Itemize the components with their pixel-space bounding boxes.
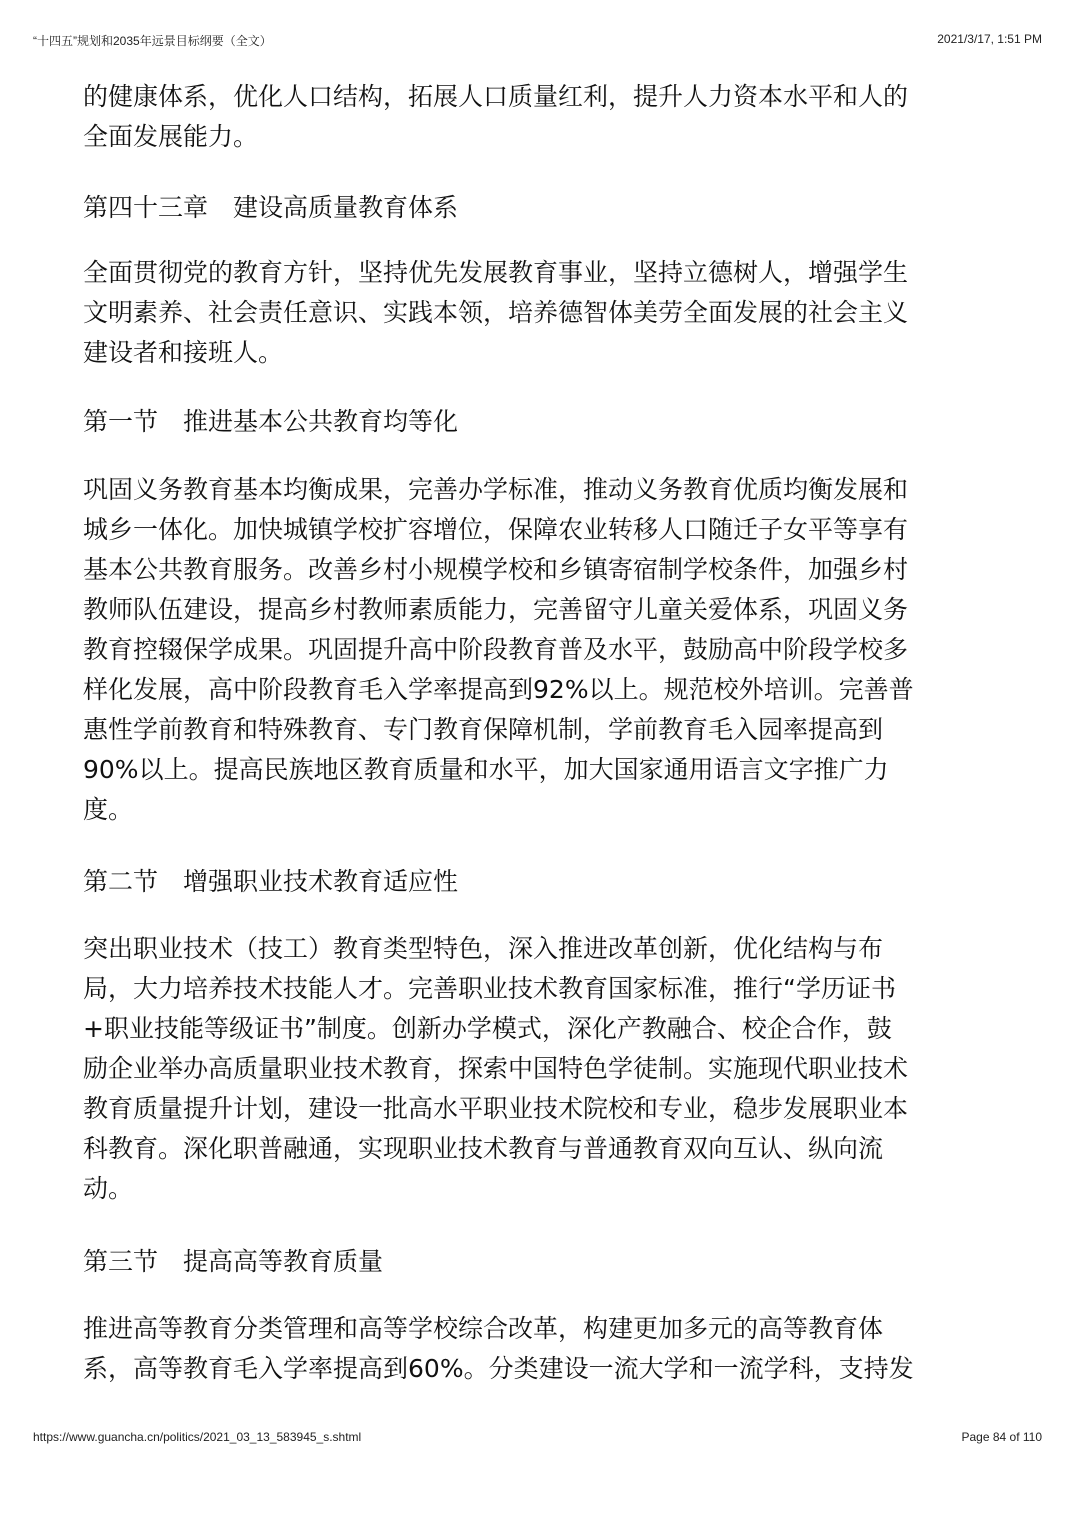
text-line: 第三节 提高高等教育质量 [83,1247,384,1276]
text-line: 的健康体系，优化人口结构，拓展人口质量红利，提升人力资本水平和人的 [83,82,909,111]
text-line: 全面贯彻党的教育方针，坚持优先发展教育事业，坚持立德树人，增强学生 [83,258,909,287]
text-line: 惠性学前教育和特殊教育、专门教育保障机制，学前教育毛入园率提高到 [83,715,884,744]
text-line: 推进高等教育分类管理和高等学校综合改革，构建更加多元的高等教育体 [83,1314,884,1343]
text-line: 度。 [83,795,134,824]
text-line: 局，大力培养技术技能人才。完善职业技术教育国家标准，推行“学历证书 [83,974,896,1003]
paragraph [83,77,1003,157]
text-line: 第一节 推进基本公共教育均等化 [83,407,459,436]
text-line: 基本公共教育服务。改善乡村小规模学校和乡镇寄宿制学校条件，加强乡村 [83,555,909,584]
print-header-datetime: 2021/3/17, 1:51 PM [937,32,1042,46]
text-line: +职业技能等级证书”制度。创新办学模式，深化产教融合、校企合作，鼓 [83,1014,892,1043]
text-line: 90%以上。提高民族地区教育质量和水平，加大国家通用语言文字推广力 [83,755,889,784]
section-heading [83,1242,1003,1282]
text-line: 样化发展，高中阶段教育毛入学率提高到92%以上。规范校外培训。完善普 [83,675,914,704]
text-line: 巩固义务教育基本均衡成果，完善办学标准，推动义务教育优质均衡发展和 [83,475,909,504]
text-line: 全面发展能力。 [83,122,259,151]
text-line: 第二节 增强职业技术教育适应性 [83,867,459,896]
text-line: 科教育。深化职普融通，实现职业技术教育与普通教育双向互认、纵向流 [83,1134,884,1163]
text-line: 突出职业技术（技工）教育类型特色，深入推进改革创新，优化结构与布 [83,934,884,963]
text-line: 系，高等教育毛入学率提高到60%。分类建设一流大学和一流学科，支持发 [83,1354,914,1383]
text-line: 动。 [83,1174,134,1203]
print-header-title: “十四五”规划和2035年远景目标纲要（全文） [33,34,272,48]
text-line: 第四十三章 建设高质量教育体系 [83,193,459,222]
paragraph [83,929,1003,1209]
text-line: 教育质量提升计划，建设一批高水平职业技术院校和专业，稳步发展职业本 [83,1094,909,1123]
text-line: 建设者和接班人。 [83,338,284,367]
text-line: 教师队伍建设，提高乡村教师素质能力，完善留守儿童关爱体系，巩固义务 [83,595,909,624]
text-line: 励企业举办高质量职业技术教育，探索中国特色学徒制。实施现代职业技术 [83,1054,909,1083]
print-footer-url: https://www.guancha.cn/politics/2021_03_13_583945_s.shtml [33,1430,362,1444]
text-line: 城乡一体化。加快城镇学校扩容增位，保障农业转移人口随迁子女平等享有 [83,515,909,544]
paragraph [83,470,1003,830]
section-heading [83,402,1003,442]
paragraph [83,1309,1003,1389]
text-line: 教育控辍保学成果。巩固提升高中阶段教育普及水平，鼓励高中阶段学校多 [83,635,909,664]
print-footer-page: Page 84 of 110 [961,1430,1042,1444]
text-line: 文明素养、社会责任意识、实践本领，培养德智体美劳全面发展的社会主义 [83,298,909,327]
paragraph [83,253,1003,373]
section-heading [83,188,1003,228]
section-heading [83,862,1003,902]
